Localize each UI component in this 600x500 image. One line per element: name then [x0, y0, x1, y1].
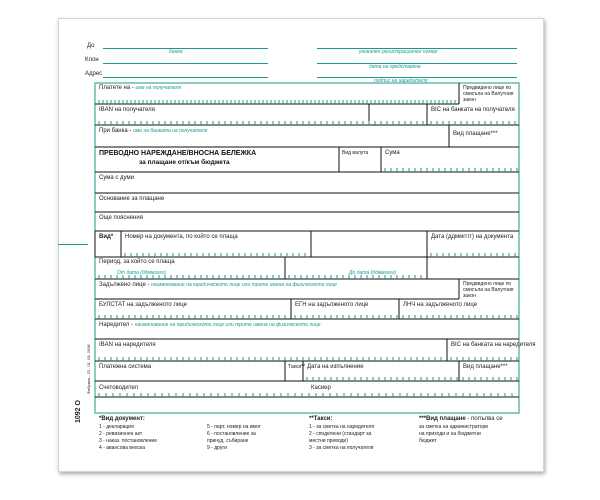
budget-person-note: Предвидено лице по смисъла на Валутния закон — [463, 85, 514, 103]
legend-item: 3 - наказ. постановление — [99, 438, 157, 444]
payment-type-label-2: Вид плащане*** — [463, 364, 508, 370]
do-label: До — [87, 43, 95, 49]
legend-item: бюджет — [419, 438, 437, 444]
bank-hint: банка — [169, 49, 183, 55]
currency-label: Вид валута — [342, 150, 369, 156]
exec-date-label: Дата на изпълнение — [307, 364, 364, 370]
klon-label: Клон — [85, 57, 99, 63]
payee-label: Платете на - име на получателя — [99, 85, 182, 91]
pay-system-label: Платежна система — [99, 364, 152, 370]
cashier-label: Касиер — [311, 385, 331, 391]
legend-item: 4 - авансова вноска — [99, 445, 146, 451]
doc-type-label: Вид* — [99, 234, 114, 240]
egn-label: ЕГН на задълженото лице — [295, 302, 369, 308]
iban-payer-label: IBAN на наредителя — [99, 342, 156, 348]
bic-payee-label: BIC на банката на получателя — [431, 107, 515, 113]
adres-label: Адрес — [85, 71, 103, 77]
to-date: До дата (ддммгггг) — [349, 270, 397, 276]
reason-label: Основание за плащане — [99, 196, 165, 202]
chief-accountant-label: Счетоводител — [99, 385, 139, 391]
amount-label: Сума — [385, 150, 400, 156]
iban-payee-label: IBAN на получателя — [99, 107, 155, 113]
form-subtitle: за плащане от/към бюджета — [139, 159, 230, 166]
legend-item: 5 - парт. номер на имот — [207, 424, 261, 430]
margin-mark — [58, 244, 88, 245]
bic-payer-label: BIC на банката на наредителя — [451, 342, 536, 348]
budget-person-note-2: Предвидено лице по смисъла на Валутния закон — [463, 281, 514, 299]
amount-words-label: Сума с думи — [99, 175, 134, 181]
more-info-label: Още пояснения — [99, 215, 143, 221]
legend-doc-list — [99, 424, 157, 452]
legend-fees-title: **Такси: — [309, 416, 333, 422]
form-title: ПРЕВОДНО НАРЕЖДАНЕ/ВНОСНА БЕЛЕЖКА — [99, 150, 257, 157]
legend-fees-list — [309, 424, 374, 452]
legend-item: 1 - декларация — [99, 424, 134, 430]
obliged-label: Задължено лице - наименование на юридическото лице или трите имена на физическото лице — [99, 282, 337, 288]
legend-item: 6 - постановление за — [207, 431, 256, 437]
period-label: Период, за който се плаща — [99, 259, 175, 265]
legend-doc-list-2 — [207, 424, 261, 452]
legend-item: 2 - споделени (стандарт за — [309, 431, 372, 437]
legend-item: 9 - други — [207, 445, 227, 451]
bulstat-label: БУЛСТАТ на задълженото лице — [99, 302, 187, 308]
legend-payment-title: ***Вид плащане - попълва се — [419, 416, 503, 422]
payment-type-label: Вид плащане*** — [453, 131, 498, 137]
legend-doc-title: *Вид документ: — [99, 416, 145, 422]
doc-number-label: Номер на документа, по който се плаща — [125, 234, 238, 240]
legend-item: 2 - ревизионен акт — [99, 431, 143, 437]
legend-item: на приходи и на бюджетни — [419, 431, 481, 437]
doc-date-label: Дата (ддммгггг) на документа — [431, 234, 514, 240]
form-code: 1092 О — [75, 400, 82, 423]
from-date: От дата (ддммгггг) — [117, 270, 166, 276]
payment-order-form — [58, 18, 544, 472]
legend-item: 3 - за сметка на получателя — [309, 445, 374, 451]
form-print-info: Фабрика - 22 . 01. 03. 2006 — [86, 344, 91, 394]
date-hint: дата на представяне — [369, 64, 421, 70]
legend-item: 1 - за сметка на наредителя — [309, 424, 375, 430]
legend-item: за сметка на администратори — [419, 424, 489, 430]
sign-hint: подпис на наредителя — [374, 78, 428, 84]
lnch-label: ЛНЧ на задълженото лице — [403, 302, 478, 308]
legend-payment-list — [419, 424, 488, 445]
bank-label: При банка - име на банката на получателя — [99, 128, 208, 134]
reg-hint: уникален регистрационен номер — [359, 49, 438, 55]
legend-item: местни преводи) — [309, 438, 348, 444]
payer-label: Наредител - наименование на юридическото лице или трите имена на физическото лице — [99, 322, 321, 328]
fees-label: Такси** — [288, 364, 306, 370]
legend-item: принуд. събиране — [207, 438, 249, 444]
